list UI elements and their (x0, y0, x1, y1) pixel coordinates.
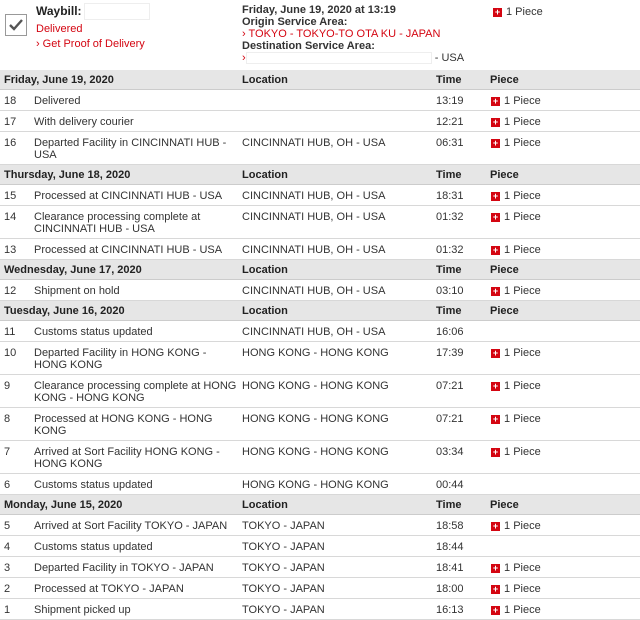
event-number: 12 (0, 280, 30, 301)
day-label: Thursday, June 18, 2020 (0, 165, 238, 185)
event-piece (486, 239, 640, 260)
piece-label: 1 Piece (504, 347, 541, 359)
event-description: Shipment picked up (30, 599, 238, 620)
event-piece (486, 474, 640, 495)
proof-of-delivery-link[interactable] (36, 38, 145, 50)
event-number: 1 (0, 599, 30, 620)
proof-of-delivery-label: Get Proof of Delivery (42, 38, 145, 50)
event-time: 18:58 (432, 515, 486, 536)
event-number: 2 (0, 578, 30, 599)
plus-icon: + (494, 6, 501, 17)
piece-toggle[interactable] (491, 285, 541, 297)
event-description: Processed at TOKYO - JAPAN (30, 578, 238, 599)
piece-label: 1 Piece (504, 380, 541, 392)
event-piece (486, 90, 640, 111)
table-row (0, 408, 640, 441)
table-row (0, 111, 640, 132)
column-header-location: Location (238, 495, 432, 515)
event-time: 16:13 (432, 599, 486, 620)
destination-label: Destination Service Area: (242, 40, 375, 52)
event-time: 01:32 (432, 239, 486, 260)
piece-toggle[interactable] (491, 137, 541, 149)
column-header-time: Time (432, 165, 486, 185)
event-number: 3 (0, 557, 30, 578)
piece-label: 1 Piece (504, 190, 541, 202)
piece-toggle[interactable] (491, 116, 541, 128)
column-header-piece: Piece (486, 301, 640, 321)
event-time: 18:41 (432, 557, 486, 578)
piece-toggle[interactable] (493, 6, 543, 18)
piece-label: 1 Piece (504, 137, 541, 149)
plus-icon: + (492, 413, 499, 424)
plus-icon: + (492, 190, 499, 201)
column-header-piece: Piece (486, 495, 640, 515)
event-description: Clearance processing complete at HONG KONG - HONG KONG (30, 375, 238, 408)
event-number: 14 (0, 206, 30, 239)
column-header-piece: Piece (486, 260, 640, 280)
table-row (0, 90, 640, 111)
event-time: 16:06 (432, 321, 486, 342)
piece-toggle[interactable] (491, 413, 541, 425)
destination-suffix: - USA (434, 52, 465, 64)
event-location: TOKYO - JAPAN (238, 515, 432, 536)
event-description: Departed Facility in TOKYO - JAPAN (30, 557, 238, 578)
plus-icon: + (492, 116, 499, 127)
column-header-location: Location (238, 165, 432, 185)
event-time: 18:31 (432, 185, 486, 206)
origin-label: Origin Service Area: (242, 16, 348, 28)
piece-toggle[interactable] (491, 604, 541, 616)
table-row (0, 474, 640, 495)
table-row (0, 206, 640, 239)
event-location: CINCINNATI HUB, OH - USA (238, 239, 432, 260)
piece-label: 1 Piece (504, 520, 541, 532)
event-piece (486, 375, 640, 408)
column-header-location: Location (238, 70, 432, 90)
event-description: Customs status updated (30, 536, 238, 557)
table-row (0, 557, 640, 578)
event-time: 12:21 (432, 111, 486, 132)
event-description: With delivery courier (30, 111, 238, 132)
event-number: 8 (0, 408, 30, 441)
piece-label: 1 Piece (504, 583, 541, 595)
event-piece (486, 321, 640, 342)
waybill-number-redacted (84, 3, 150, 20)
service-area-info (242, 4, 482, 64)
event-number: 15 (0, 185, 30, 206)
event-location (238, 111, 432, 132)
table-row (0, 536, 640, 557)
chevron-right-icon: › (242, 52, 246, 64)
event-piece (486, 578, 640, 599)
event-number: 10 (0, 342, 30, 375)
plus-icon: + (492, 604, 499, 615)
event-piece (486, 515, 640, 536)
event-location: CINCINNATI HUB, OH - USA (238, 321, 432, 342)
table-row (0, 578, 640, 599)
destination-value (242, 52, 482, 64)
piece-toggle[interactable] (491, 95, 541, 107)
event-piece (486, 185, 640, 206)
day-label: Monday, June 15, 2020 (0, 495, 238, 515)
event-number: 17 (0, 111, 30, 132)
event-number: 18 (0, 90, 30, 111)
destination-redacted (246, 52, 432, 64)
day-header-row (0, 165, 640, 185)
event-description: Processed at HONG KONG - HONG KONG (30, 408, 238, 441)
event-time: 18:44 (432, 536, 486, 557)
piece-label: 1 Piece (504, 211, 541, 223)
table-row (0, 515, 640, 536)
piece-toggle[interactable] (491, 446, 541, 458)
event-description: Processed at CINCINNATI HUB - USA (30, 239, 238, 260)
event-location: HONG KONG - HONG KONG (238, 441, 432, 474)
event-piece (486, 536, 640, 557)
event-location: TOKYO - JAPAN (238, 557, 432, 578)
event-location: TOKYO - JAPAN (238, 536, 432, 557)
day-header-row (0, 260, 640, 280)
event-description: Customs status updated (30, 321, 238, 342)
column-header-piece: Piece (486, 70, 640, 90)
piece-label: 1 Piece (504, 95, 541, 107)
day-header-row (0, 495, 640, 515)
event-location: TOKYO - JAPAN (238, 599, 432, 620)
piece-toggle[interactable] (491, 211, 541, 223)
event-piece (486, 557, 640, 578)
event-description: Arrived at Sort Facility TOKYO - JAPAN (30, 515, 238, 536)
event-time: 07:21 (432, 408, 486, 441)
plus-icon: + (492, 95, 499, 106)
event-time: 06:31 (432, 132, 486, 165)
event-location: CINCINNATI HUB, OH - USA (238, 280, 432, 301)
event-location: HONG KONG - HONG KONG (238, 375, 432, 408)
event-description: Delivered (30, 90, 238, 111)
tracking-history-table (0, 70, 640, 620)
column-header-time: Time (432, 301, 486, 321)
piece-label: 1 Piece (504, 446, 541, 458)
event-piece (486, 342, 640, 375)
piece-toggle[interactable] (491, 244, 541, 256)
event-number: 13 (0, 239, 30, 260)
day-label: Tuesday, June 16, 2020 (0, 301, 238, 321)
event-location: HONG KONG - HONG KONG (238, 408, 432, 441)
table-row (0, 342, 640, 375)
origin-value: › TOKYO - TOKYO-TO OTA KU - JAPAN (242, 28, 441, 40)
table-row (0, 280, 640, 301)
piece-toggle[interactable] (491, 583, 541, 595)
event-time: 07:21 (432, 375, 486, 408)
event-location: CINCINNATI HUB, OH - USA (238, 132, 432, 165)
column-header-piece: Piece (486, 165, 640, 185)
waybill-label: Waybill: (36, 4, 82, 18)
event-piece (486, 206, 640, 239)
event-number: 7 (0, 441, 30, 474)
event-location: HONG KONG - HONG KONG (238, 342, 432, 375)
event-time: 03:10 (432, 280, 486, 301)
day-header-row (0, 301, 640, 321)
plus-icon: + (492, 380, 499, 391)
event-piece (486, 441, 640, 474)
event-piece (486, 408, 640, 441)
chevron-right-icon: › (36, 38, 40, 50)
piece-toggle[interactable] (491, 190, 541, 202)
plus-icon: + (492, 211, 499, 222)
event-description: Shipment on hold (30, 280, 238, 301)
shipment-summary (0, 0, 640, 70)
event-number: 16 (0, 132, 30, 165)
plus-icon: + (492, 583, 499, 594)
event-number: 9 (0, 375, 30, 408)
plus-icon: + (492, 562, 499, 573)
piece-label: 1 Piece (504, 604, 541, 616)
plus-icon: + (492, 520, 499, 531)
piece-label: 1 Piece (504, 413, 541, 425)
day-header-row (0, 70, 640, 90)
event-time: 03:34 (432, 441, 486, 474)
event-piece (486, 111, 640, 132)
event-piece (486, 280, 640, 301)
event-time: 18:00 (432, 578, 486, 599)
delivered-timestamp: Friday, June 19, 2020 at 13:19 (242, 4, 396, 16)
plus-icon: + (492, 244, 499, 255)
column-header-location: Location (238, 260, 432, 280)
table-row (0, 185, 640, 206)
piece-label: 1 Piece (504, 116, 541, 128)
event-number: 6 (0, 474, 30, 495)
table-row (0, 599, 640, 620)
event-location: CINCINNATI HUB, OH - USA (238, 185, 432, 206)
table-row (0, 132, 640, 165)
table-row (0, 321, 640, 342)
delivery-status: Delivered (36, 23, 83, 35)
event-piece (486, 599, 640, 620)
column-header-location: Location (238, 301, 432, 321)
plus-icon: + (492, 137, 499, 148)
piece-label: 1 Piece (504, 244, 541, 256)
event-number: 11 (0, 321, 30, 342)
table-row (0, 441, 640, 474)
piece-label: 1 Piece (504, 285, 541, 297)
event-description: Customs status updated (30, 474, 238, 495)
plus-icon: + (492, 446, 499, 457)
event-piece (486, 132, 640, 165)
piece-label: 1 Piece (504, 562, 541, 574)
column-header-time: Time (432, 495, 486, 515)
piece-toggle[interactable] (491, 380, 541, 392)
piece-label: 1 Piece (506, 6, 543, 18)
event-location: TOKYO - JAPAN (238, 578, 432, 599)
plus-icon: + (492, 285, 499, 296)
event-description: Clearance processing complete at CINCINNATI HUB - USA (30, 206, 238, 239)
event-location (238, 90, 432, 111)
table-row (0, 375, 640, 408)
event-time: 01:32 (432, 206, 486, 239)
delivered-check-icon (5, 14, 27, 36)
event-number: 4 (0, 536, 30, 557)
day-label: Wednesday, June 17, 2020 (0, 260, 238, 280)
event-location: HONG KONG - HONG KONG (238, 474, 432, 495)
event-time: 13:19 (432, 90, 486, 111)
event-location: CINCINNATI HUB, OH - USA (238, 206, 432, 239)
event-description: Departed Facility in CINCINNATI HUB - USA (30, 132, 238, 165)
piece-toggle[interactable] (491, 520, 541, 532)
event-description: Arrived at Sort Facility HONG KONG - HONG KONG (30, 441, 238, 474)
event-description: Processed at CINCINNATI HUB - USA (30, 185, 238, 206)
column-header-time: Time (432, 70, 486, 90)
event-number: 5 (0, 515, 30, 536)
plus-icon: + (492, 347, 499, 358)
piece-toggle[interactable] (491, 562, 541, 574)
event-time: 17:39 (432, 342, 486, 375)
event-description: Departed Facility in HONG KONG - HONG KONG (30, 342, 238, 375)
event-time: 00:44 (432, 474, 486, 495)
piece-toggle[interactable] (491, 347, 541, 359)
table-row (0, 239, 640, 260)
column-header-time: Time (432, 260, 486, 280)
day-label: Friday, June 19, 2020 (0, 70, 238, 90)
